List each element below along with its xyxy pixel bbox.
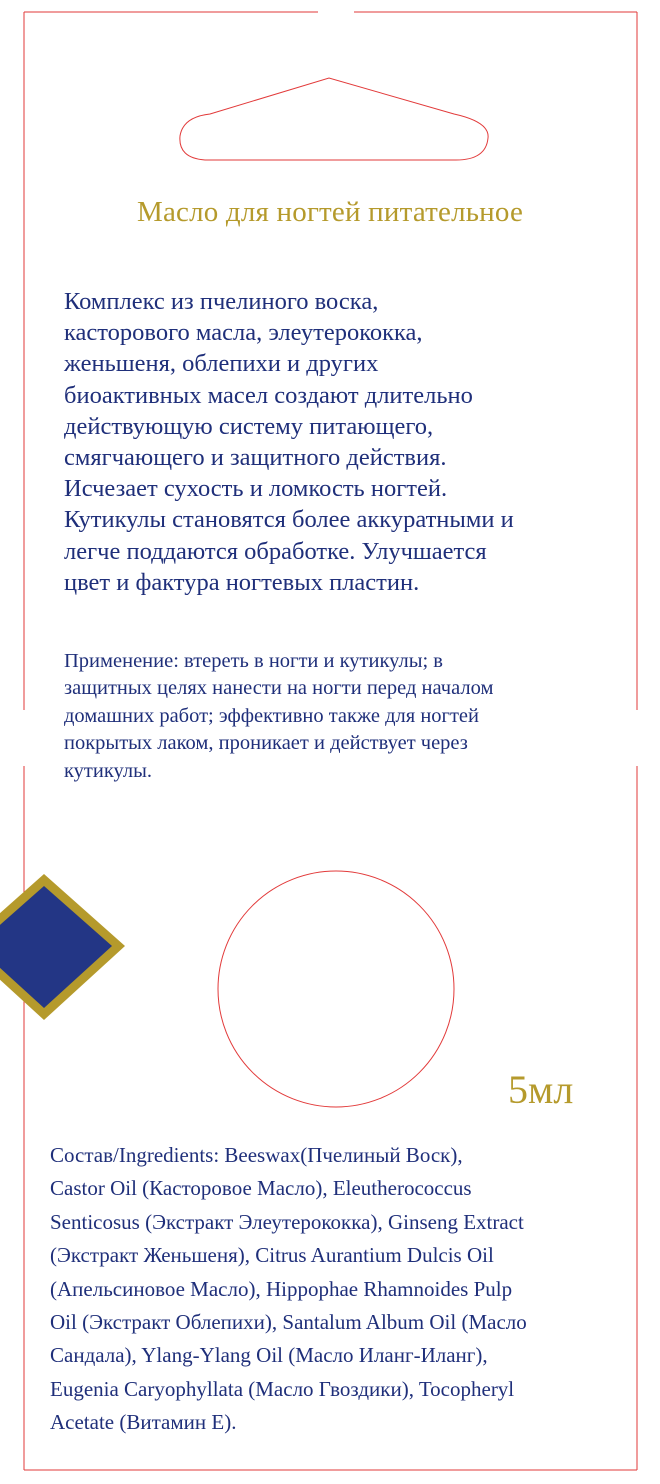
product-description: Комплекс из пчелиного воска, касторового масла, элеутерококка, женьшеня, облепихи и других биоактивных масел создают длительно действующую систему питающего, смягчающего и защитного действия. Исчезает сухость и ломкость ногтей. Кутикулы становятся более аккуратными и легче поддаются обработке. Улучшается цвет и фактура ногтевых пластин. — [64, 288, 514, 596]
round-window-cutout — [218, 871, 454, 1107]
volume-label: 5мл — [508, 1067, 574, 1112]
usage-instructions: Применение: втереть в ногти и кутикулы; в защитных целях нанести на ногти перед началом домашних работ; эффективно также для ногтей покрытых лаком, проникает и действует через кутикулы. — [64, 650, 494, 782]
product-title: Масло для ногтей питательное — [136, 196, 524, 228]
ingredients-list: Состав/Ingredients: Beeswax(Пчелиный Воск), Castor Oil (Касторовое Масло), Eleutherococcus Senticosus (Экстракт Элеутерококка), Ginseng Extract (Экстракт Женьшеня), Citrus Aurantium Dulcis Oil (Апельсиновое Масло), Hippophae Rhamnoides Pulp Oil (Экстракт Облепихи), Santalum Album Oil (Масло Сандала), Ylang-Ylang Oil (Масло Иланг-Иланг), Eugenia Caryophyllata (Масло Гвоздики), Tocopheryl Acetate (Витамин Е). — [50, 1143, 527, 1435]
hang-hole-cutout — [180, 78, 488, 160]
